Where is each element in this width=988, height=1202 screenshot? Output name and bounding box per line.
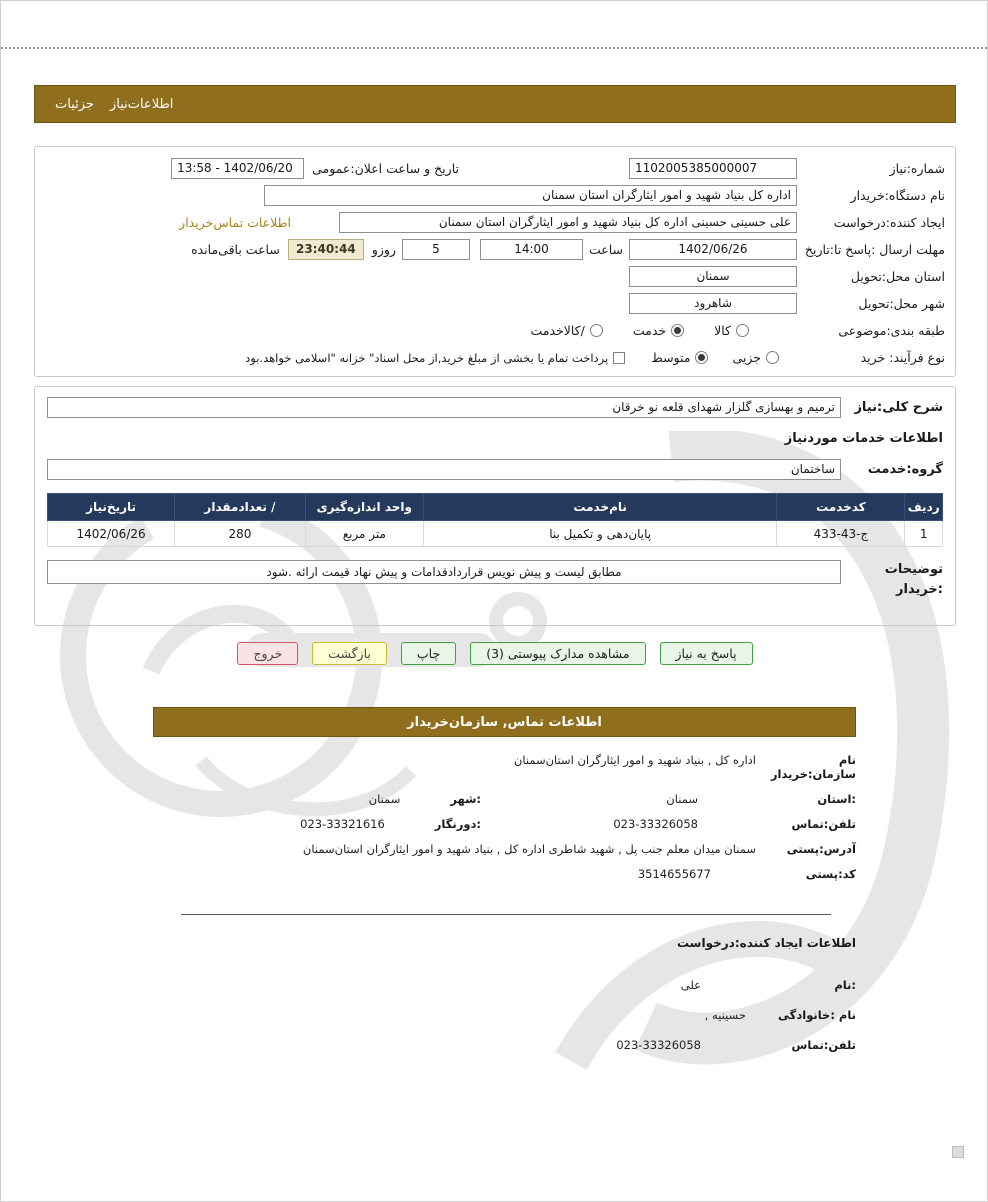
contact-city-value: سمنان <box>368 792 401 806</box>
scroll-fragment[interactable] <box>952 1146 964 1158</box>
cell-quantity: 280 <box>175 521 306 547</box>
col-unit: واحد اندازه‌گیری <box>305 494 423 521</box>
buyer-contact-link[interactable]: اطلاعات تماس‌خریدار <box>179 215 291 230</box>
col-quantity: / تعدادمقدار <box>175 494 306 521</box>
creator-phone-row <box>134 1036 856 1053</box>
medium-radio[interactable] <box>695 351 708 364</box>
buyer-org-field[interactable]: اداره کل بنیاد شهید و امور ایثارگران استان سمنان <box>264 185 797 206</box>
col-service-code: کدخدمت <box>777 494 905 521</box>
cell-service-code: ج-43-433 <box>777 521 905 547</box>
treasury-label: پرداخت تمام یا بخشی از مبلغ خرید,از محل اسناد" خزانه "اسلامی خواهد.بود <box>245 350 609 365</box>
need-number-row <box>45 155 945 182</box>
contact-org-row <box>134 753 856 781</box>
contact-province-label: :استان <box>817 792 856 806</box>
service-group-field[interactable]: ساختمان <box>47 459 841 480</box>
remaining-time-label: ساعت باقی‌مانده <box>191 242 280 257</box>
creator-name-value: علی <box>680 977 701 992</box>
delivery-city-row <box>45 290 945 317</box>
creator-family-row <box>134 1006 856 1023</box>
table-row[interactable] <box>48 521 943 547</box>
days-label: روزو <box>371 242 396 257</box>
cell-row-number: 1 <box>905 521 943 547</box>
option-medium <box>651 350 708 365</box>
announce-datetime-field[interactable]: 13:58 - 1402/06/20 <box>171 158 304 179</box>
need-description-field[interactable]: ترمیم و بهسازی گلزار شهدای قلعه نو خرقان <box>47 397 841 418</box>
request-creator-field[interactable]: علی حسینی حسینی اداره کل بنیاد شهید و امور ایثارگران استان سمنان <box>339 212 797 233</box>
back-button[interactable]: بازگشت <box>312 642 387 665</box>
buyer-contact-header-text: اطلاعات تماس, سازمان‌خریدار <box>407 714 602 730</box>
action-buttons <box>1 642 988 665</box>
contact-postal-row <box>134 867 856 881</box>
service-group-label: گروه:خدمت <box>867 462 943 477</box>
goods-service-radio-label: /کالاخدمت <box>530 323 585 338</box>
buyer-contact-section <box>134 753 856 892</box>
request-creator-label: ایجاد کننده:درخواست <box>833 215 945 230</box>
classification-label: طبقه بندی:موضوعی <box>838 323 945 338</box>
deadline-date-field[interactable]: 1402/06/26 <box>629 239 797 260</box>
contact-org-value: اداره کل , بنیاد شهید و امور ایثارگران استان‌سمنان <box>513 753 756 767</box>
creator-name-label: :نام <box>834 977 856 992</box>
process-type-row <box>45 344 945 371</box>
cell-need-date: 1402/06/26 <box>48 521 175 547</box>
cell-unit: متر مربع <box>305 521 423 547</box>
remaining-time-field: 23:40:44 <box>288 239 364 260</box>
contact-address-row <box>134 842 856 856</box>
services-table <box>47 493 943 547</box>
hour-label: ساعت <box>588 242 623 257</box>
contact-phone-value: 023-33326058 <box>613 817 698 831</box>
creator-name-row <box>134 976 856 993</box>
option-goods <box>714 323 749 338</box>
request-creator-section <box>134 936 856 1066</box>
contact-phone-fax-row <box>134 817 856 831</box>
exit-button[interactable]: خروج <box>237 642 298 665</box>
request-creator-row <box>45 209 945 236</box>
need-number-field[interactable]: 1102005385000007 <box>629 158 797 179</box>
option-minor <box>732 350 779 365</box>
contact-phone-label: تلفن:تماس <box>791 817 856 831</box>
delivery-province-field[interactable]: سمنان <box>629 266 797 287</box>
contact-city-label: :شهر <box>450 792 481 806</box>
deadline-row <box>45 236 945 263</box>
buyer-notes-label-line2: :خریدار <box>896 581 943 597</box>
tab-details[interactable]: جزئیات <box>55 96 94 112</box>
delivery-province-label: استان محل:تحویل <box>850 269 945 284</box>
need-number-label: شماره:نیاز <box>889 161 945 176</box>
contact-postal-label: کد:پستی <box>805 867 856 881</box>
service-group-row <box>47 459 943 480</box>
creator-phone-value: 023-33326058 <box>616 1037 701 1052</box>
minor-radio-label: جزیی <box>732 350 761 365</box>
buyer-notes-row <box>47 560 943 599</box>
option-goods-service <box>530 323 602 338</box>
request-creator-heading: اطلاعات ایجاد کننده:درخواست <box>676 936 856 950</box>
service-radio[interactable] <box>671 324 684 337</box>
option-service <box>633 323 684 338</box>
contact-fax-label: :دورنگار <box>434 817 481 831</box>
buyer-org-label: نام دستگاه:خریدار <box>850 188 945 203</box>
need-detail-panel <box>34 386 956 626</box>
contact-province-value: سمنان <box>666 792 698 806</box>
treasury-checkbox[interactable] <box>613 352 625 364</box>
medium-radio-label: متوسط <box>651 350 691 365</box>
col-service-name: نام‌خدمت <box>423 494 777 521</box>
cell-service-name: پایان‌دهی و تکمیل بنا <box>423 521 777 547</box>
minor-radio[interactable] <box>766 351 779 364</box>
announce-label: تاریخ و ساعت اعلان:عمومی <box>312 161 459 176</box>
need-description-label: شرح کلی:نیاز <box>854 400 943 415</box>
buyer-contact-header-bar <box>153 707 856 737</box>
service-radio-label: خدمت <box>632 323 667 338</box>
buyer-notes-label-line1: توضیحات <box>884 562 943 577</box>
buyer-notes-label <box>841 560 943 599</box>
need-summary-panel <box>34 146 956 377</box>
deadline-label: مهلت ارسال :پاسخ تا:تاریخ <box>804 242 945 257</box>
delivery-province-row <box>45 263 945 290</box>
buyer-org-row <box>45 182 945 209</box>
col-need-date: تاریخ‌نیاز <box>48 494 175 521</box>
days-field[interactable]: 5 <box>402 239 470 260</box>
treasury-option <box>245 351 625 365</box>
tab-bar <box>34 85 956 123</box>
process-type-label: نوع فرآیند: خرید <box>860 350 945 365</box>
contact-org-label: نام سازمان:خریدار <box>770 753 856 781</box>
creator-phone-label: تلفن:تماس <box>791 1037 856 1052</box>
goods-radio-label: کالا <box>714 323 731 338</box>
tab-need-info[interactable]: اطلاعات‌نیاز <box>109 96 174 112</box>
contact-fax-value: 023-33321616 <box>300 817 385 831</box>
respond-button[interactable]: پاسخ به نیاز <box>660 642 753 665</box>
section-divider <box>181 914 831 915</box>
creator-family-label: نام :خانوادگی <box>778 1007 856 1022</box>
buyer-notes-field[interactable]: مطابق لیست و پیش نویس قراردادقدامات و پیش نهاد قیمت ارائه .شود <box>47 560 841 584</box>
classification-row <box>45 317 945 344</box>
view-attachments-button[interactable]: مشاهده مدارک پیوستی (3) <box>470 642 645 665</box>
services-table-header-row <box>48 494 943 521</box>
delivery-city-label: شهر محل:تحویل <box>858 296 945 311</box>
contact-address-value: سمنان میدان معلم جنب پل , شهید شاطری اداره کل , بنیاد شهید و امور ایثارگران استان‌سمنان <box>302 842 756 856</box>
col-row-number: ردیف <box>905 494 943 521</box>
contact-postal-value: 3514655677 <box>637 867 711 881</box>
top-divider <box>1 47 987 49</box>
print-button[interactable]: چاپ <box>401 642 456 665</box>
delivery-city-field[interactable]: شاهرود <box>629 293 797 314</box>
goods-radio[interactable] <box>736 324 749 337</box>
need-description-row <box>47 397 943 418</box>
contact-province-city-row <box>134 792 856 806</box>
creator-family-value: حسینیه , <box>704 1007 746 1022</box>
goods-service-radio[interactable] <box>590 324 603 337</box>
deadline-time-field[interactable]: 14:00 <box>480 239 583 260</box>
contact-address-label: آدرس:پستی <box>786 842 856 856</box>
services-heading: اطلاعات خدمات موردنیاز <box>784 431 943 446</box>
